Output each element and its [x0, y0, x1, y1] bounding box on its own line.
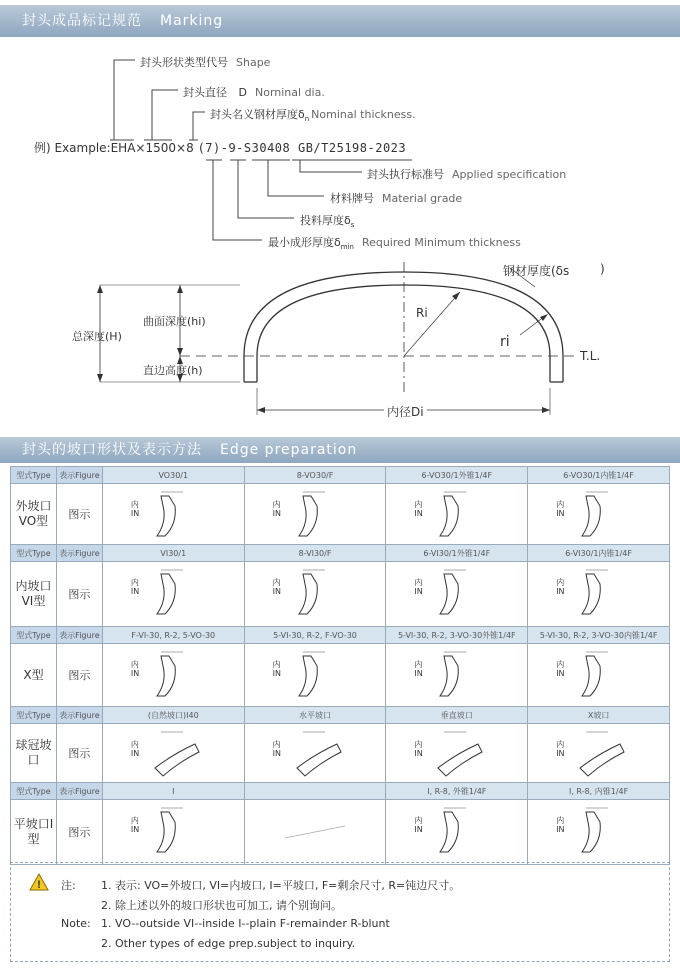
edge-code-label: 垂直坡口	[386, 707, 528, 724]
label-H: 总深度(H)	[72, 330, 122, 343]
edge-code-label: VI30/1	[102, 545, 244, 562]
row-type-name: X型	[11, 644, 57, 707]
inside-label: 内 IN	[272, 740, 281, 758]
row-figure-label: 图示	[56, 724, 102, 783]
inside-label: 内 IN	[414, 578, 423, 596]
edge-profile-drawing	[386, 484, 528, 544]
section2-title-en: Edge preparation	[220, 442, 358, 458]
note-2-cn: 2. 除上述以外的坡口形状也可加工, 请个别询问。	[101, 899, 342, 912]
note-2-en: 2. Other types of edge prep.subject to inquiry.	[101, 937, 356, 950]
edge-code-label: I	[102, 783, 244, 800]
label-Di: 内径Di	[384, 403, 427, 420]
edge-figure	[528, 562, 670, 627]
label-ri: ri	[500, 334, 510, 350]
label-min: 最小成形厚度$\delta_{min}$ Required Minimum thickness	[268, 236, 521, 252]
edge-figure	[386, 562, 528, 627]
edge-profile-drawing	[386, 800, 528, 864]
edge-figure	[528, 800, 670, 865]
label-dia: 封头直径 D Norninal dia.	[183, 86, 325, 99]
edge-profile-drawing	[103, 724, 245, 782]
header-type: 型式Type	[11, 627, 57, 644]
label-steel-thickness-close: )	[600, 262, 605, 276]
row-type-name: 外坡口VO型	[11, 484, 57, 545]
header-type: 型式Type	[11, 545, 57, 562]
label-h: 直边高度(h)	[143, 364, 203, 377]
inside-label: 内 IN	[272, 578, 281, 596]
edge-figure	[244, 484, 386, 545]
edge-figure	[102, 644, 244, 707]
header-figure: 表示Figure	[56, 627, 102, 644]
inside-label: 内 IN	[556, 578, 565, 596]
edge-code-label: 8-VI30/F	[244, 545, 386, 562]
edge-figure	[386, 484, 528, 545]
edge-figure	[102, 800, 244, 865]
edge-profile-drawing	[245, 724, 387, 782]
inside-label: 内 IN	[556, 500, 565, 518]
row-figure-label: 图示	[56, 562, 102, 627]
row-type-name: 球冠坡口	[11, 724, 57, 783]
label-steel-thickness: 钢材厚度(δs	[503, 264, 570, 278]
edge-figure	[386, 800, 528, 865]
notes-label-cn: 注:	[61, 879, 76, 892]
label-hi: 曲面深度(hi)	[143, 315, 206, 328]
note-1-cn: 1. 表示: VO=外坡口, VI=内坡口, I=平坡口, F=剩余尺寸, R=钝边尺寸。	[101, 879, 461, 892]
edge-profile-drawing	[103, 800, 245, 864]
edge-profile-drawing	[528, 484, 670, 544]
edge-figure	[528, 724, 670, 783]
inside-label: 内 IN	[414, 816, 423, 834]
edge-figure	[102, 484, 244, 545]
edge-prep-table	[10, 466, 670, 865]
row-figure-label: 图示	[56, 800, 102, 865]
table-header-row	[11, 467, 670, 484]
edge-code-label: 6-VI30/1外锥1/4F	[386, 545, 528, 562]
warning-icon	[29, 873, 49, 891]
edge-code-label: 5-VI-30, R-2, 3-VO-30内锥1/4F	[528, 627, 670, 644]
table-header-row	[11, 707, 670, 724]
edge-figure	[102, 562, 244, 627]
inside-label: 内 IN	[130, 660, 140, 678]
label-TL: T.L.	[580, 349, 601, 363]
table-row	[11, 562, 670, 627]
label-grade: 材料牌号 Material grade	[330, 192, 463, 205]
svg-text:!: !	[37, 879, 41, 891]
header-figure: 表示Figure	[56, 467, 102, 484]
edge-code-label: I, R-8, 内锥1/4F	[528, 783, 670, 800]
inside-label: 内 IN	[130, 500, 140, 518]
inside-label: 内 IN	[414, 500, 423, 518]
edge-figure	[386, 644, 528, 707]
inside-label: 内 IN	[556, 816, 565, 834]
edge-profile-drawing	[103, 644, 245, 706]
row-figure-label: 图示	[56, 484, 102, 545]
edge-code-label: 8-VO30/F	[244, 467, 386, 484]
edge-profile-drawing	[245, 800, 387, 864]
edge-code-label: F-VI-30, R-2, 5-VO-30	[102, 627, 244, 644]
label-shape: 封头形状类型代号 Shape	[140, 56, 271, 69]
example-code: 例) Example:EHA×1500×8 (7)-9-S30408 GB/T25198-2023	[34, 141, 407, 155]
edge-profile-drawing	[386, 724, 528, 782]
edge-profile-drawing	[245, 644, 387, 706]
edge-profile-drawing	[386, 562, 528, 626]
notes-box	[10, 862, 670, 962]
inside-label: 内 IN	[556, 660, 565, 678]
edge-code-label: (自然坡口)I40	[102, 707, 244, 724]
edge-figure	[528, 484, 670, 545]
inside-label: 内 IN	[130, 578, 140, 596]
table-row	[11, 644, 670, 707]
header-figure: 表示Figure	[56, 545, 102, 562]
note-1-en: 1. VO--outside VI--inside I--plain F-remainder R-blunt	[101, 917, 390, 930]
table-row	[11, 800, 670, 865]
edge-code-label: 6-VO30/1外锥1/4F	[386, 467, 528, 484]
edge-profile-drawing	[103, 562, 245, 626]
inside-label: 内 IN	[130, 816, 140, 834]
edge-profile-drawing	[528, 562, 670, 626]
header-type: 型式Type	[11, 783, 57, 800]
head-diagram	[0, 0, 680, 440]
label-Ri: Ri	[416, 306, 428, 320]
inside-label: 内 IN	[130, 740, 140, 758]
edge-profile-drawing	[245, 484, 387, 544]
edge-figure	[528, 644, 670, 707]
header-figure: 表示Figure	[56, 707, 102, 724]
table-row	[11, 484, 670, 545]
table-row	[11, 724, 670, 783]
edge-figure	[386, 724, 528, 783]
header-type: 型式Type	[11, 467, 57, 484]
edge-code-label: 5-VI-30, R-2, 3-VO-30外锥1/4F	[386, 627, 528, 644]
label-thickness: 封头名义钢材厚度$\delta_n$ Nominal thickness.	[210, 108, 416, 124]
inside-label: 内 IN	[272, 500, 281, 518]
inside-label: 内 IN	[272, 660, 281, 678]
edge-code-label: 5-VI-30, R-2, F-VO-30	[244, 627, 386, 644]
row-type-name: 内坡口VI型	[11, 562, 57, 627]
edge-profile-drawing	[528, 644, 670, 706]
edge-code-label: 6-VO30/1内锥1/4F	[528, 467, 670, 484]
edge-figure	[244, 800, 386, 865]
edge-profile-drawing	[245, 562, 387, 626]
section-banner-edge	[0, 437, 680, 463]
inside-label: 内 IN	[414, 660, 423, 678]
inside-label: 内 IN	[556, 740, 565, 758]
section-title-cn: 封头成品标记规范	[22, 13, 142, 29]
edge-profile-drawing	[386, 644, 528, 706]
edge-code-label: I, R-8, 外锥1/4F	[386, 783, 528, 800]
edge-figure	[244, 562, 386, 627]
section-title-en: Marking	[160, 13, 224, 29]
notes-label-en: Note:	[61, 917, 91, 930]
edge-code-label: 水平坡口	[244, 707, 386, 724]
edge-code-label: VO30/1	[102, 467, 244, 484]
row-type-name: 平坡口I型	[11, 800, 57, 865]
edge-profile-drawing	[528, 800, 670, 864]
table-header-row	[11, 545, 670, 562]
header-figure: 表示Figure	[56, 783, 102, 800]
row-figure-label: 图示	[56, 644, 102, 707]
label-spec: 封头执行标准号 Applied specification	[367, 168, 567, 181]
edge-profile-drawing	[103, 484, 245, 544]
label-feed: 投料厚度$\delta_s$	[300, 214, 355, 230]
header-type: 型式Type	[11, 707, 57, 724]
edge-code-label: 6-VI30/1内锥1/4F	[528, 545, 670, 562]
edge-figure	[244, 644, 386, 707]
table-header-row	[11, 783, 670, 800]
edge-figure	[102, 724, 244, 783]
table-header-row	[11, 627, 670, 644]
edge-profile-drawing	[528, 724, 670, 782]
edge-code-label: X坡口	[528, 707, 670, 724]
inside-label: 内 IN	[414, 740, 423, 758]
edge-figure	[244, 724, 386, 783]
edge-code-label	[244, 783, 386, 800]
section2-title-cn: 封头的坡口形状及表示方法	[22, 442, 202, 458]
